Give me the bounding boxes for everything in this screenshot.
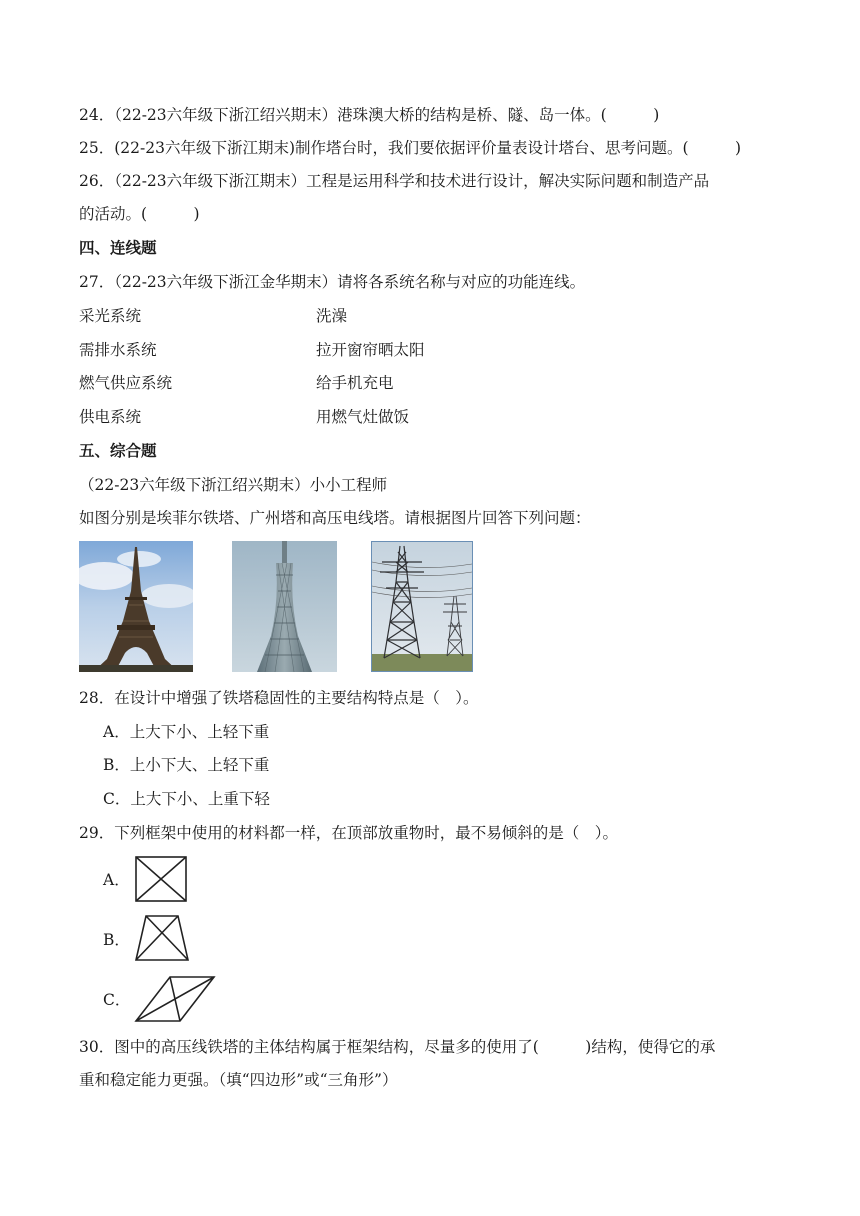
- question-24: 24．（22-23六年级下浙江绍兴期末）港珠澳大桥的结构是桥、隧、岛一体。( ): [79, 106, 660, 124]
- trapezoid-frame-figure: [134, 914, 190, 962]
- question-27: 27．（22-23六年级下浙江金华期末）请将各系统名称与对应的功能连线。: [79, 273, 586, 291]
- question-25: 25．(22-23六年级下浙江期末)制作塔台时，我们要依据评价量表设计塔台、思考问题。( ): [79, 139, 742, 157]
- match-right-item: 给手机充电: [316, 374, 394, 392]
- parallelogram-frame-figure: [134, 975, 216, 1023]
- question-26-line2: 的活动。( ): [79, 205, 200, 223]
- comprehensive-intro-source: （22-23六年级下浙江绍兴期末）小小工程师: [79, 476, 388, 494]
- q28-option-b: B．上小下大、上轻下重: [103, 756, 270, 774]
- q28-option-a: A．上大下小、上轻下重: [103, 723, 270, 741]
- match-left-item: 燃气供应系统: [79, 374, 173, 392]
- match-left-item: 采光系统: [79, 307, 142, 325]
- eiffel-tower-photo: [79, 541, 193, 672]
- q29-option-c-label: C．: [103, 991, 131, 1009]
- question-30-line1: 30．图中的高压线铁塔的主体结构属于框架结构，尽量多的使用了( )结构，使得它的承: [79, 1038, 716, 1056]
- question-30-line2: 重和稳定能力更强。（填“四边形”或“三角形”）: [79, 1071, 398, 1089]
- canton-tower-photo: [232, 541, 337, 672]
- power-pylon-photo: [371, 541, 473, 672]
- match-right-item: 用燃气灶做饭: [316, 408, 410, 426]
- q29-option-b-label: B．: [103, 931, 130, 949]
- question-29: 29．下列框架中使用的材料都一样，在顶部放重物时，最不易倾斜的是（ ）。: [79, 824, 618, 842]
- q28-option-c: C．上大下小、上重下轻: [103, 790, 270, 808]
- section-heading-comprehensive: 五、综合题: [79, 441, 157, 460]
- square-frame-figure: [134, 855, 188, 903]
- match-right-item: 洗澡: [316, 307, 348, 325]
- question-28: 28．在设计中增强了铁塔稳固性的主要结构特点是（ ）。: [79, 689, 479, 707]
- q29-option-a-label: A．: [103, 871, 130, 889]
- question-26-line1: 26．（22-23六年级下浙江期末）工程是运用科学和技术进行设计，解决实际问题和制造产品: [79, 172, 710, 190]
- match-right-item: 拉开窗帘晒太阳: [316, 341, 425, 359]
- section-heading-matching: 四、连线题: [79, 238, 157, 257]
- match-left-item: 供电系统: [79, 408, 142, 426]
- match-left-item: 需排水系统: [79, 341, 157, 359]
- comprehensive-intro-text: 如图分别是埃菲尔铁塔、广州塔和高压电线塔。请根据图片回答下列问题：: [79, 509, 591, 527]
